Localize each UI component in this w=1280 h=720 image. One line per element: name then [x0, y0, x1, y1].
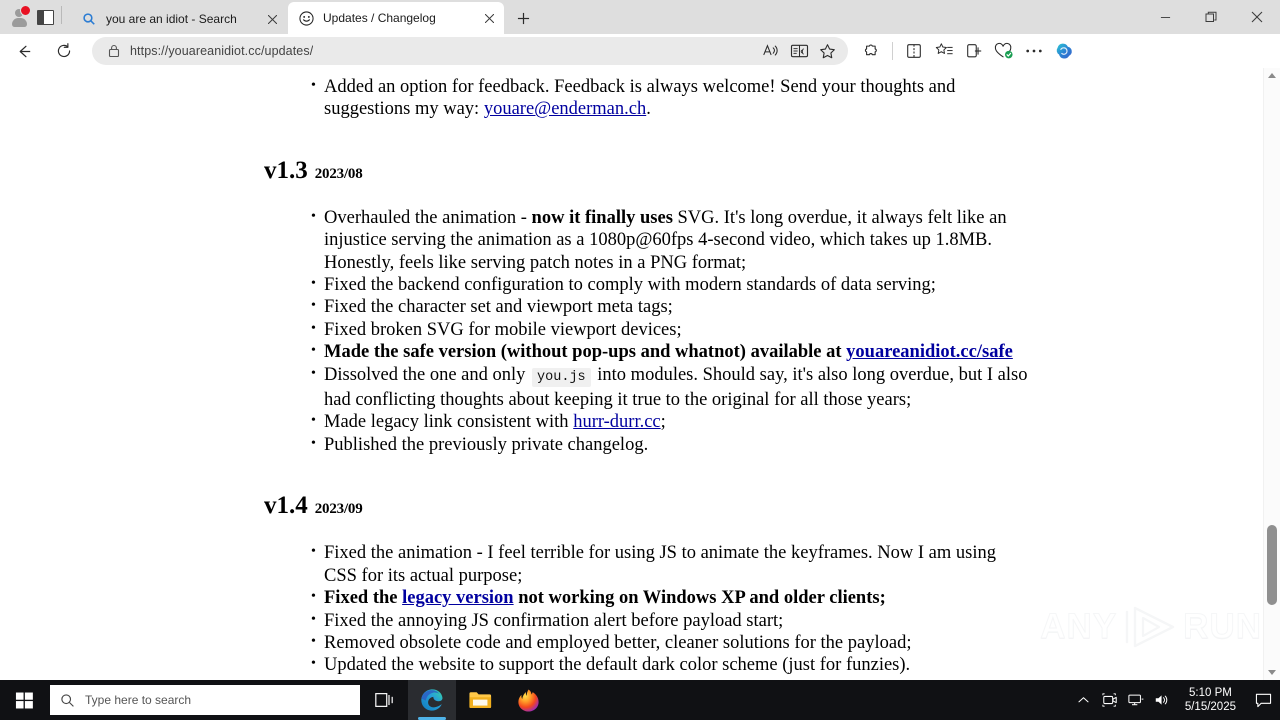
taskbar-clock[interactable]	[1175, 680, 1246, 720]
split-screen-icon[interactable]	[899, 36, 929, 66]
version-date: 2023/08	[314, 165, 363, 182]
browser-essentials-icon[interactable]	[989, 36, 1019, 66]
browser-tab-search[interactable]	[71, 4, 287, 34]
show-hidden-icons[interactable]	[1071, 680, 1097, 720]
inline-text: Fixed the annoying JS confirmation alert before payload start;	[324, 610, 784, 631]
list-item	[324, 364, 1030, 412]
inline-bold: not working on Windows XP and older clients;	[513, 588, 886, 609]
address-bar-url: https://youareanidiot.cc/updates/	[130, 44, 314, 58]
page-scrollbar[interactable]	[1263, 68, 1280, 680]
copilot-icon[interactable]	[1049, 36, 1079, 66]
inline-code: you.js	[532, 368, 591, 387]
restore-button[interactable]	[1188, 0, 1234, 34]
version-heading-v13	[24, 157, 1238, 185]
inline-link[interactable]: youareanidiot.cc/safe	[846, 342, 1013, 363]
clock-date: 5/15/2025	[1184, 701, 1236, 713]
taskbar-item-firefox[interactable]	[504, 680, 552, 720]
list-item	[324, 207, 1030, 274]
inline-link[interactable]: legacy version	[402, 588, 514, 609]
toolbar-right-icons	[856, 36, 1085, 66]
tabstrip-left-icons	[0, 0, 71, 34]
inline-bold: Fixed the	[324, 588, 403, 609]
list-item	[324, 76, 1030, 121]
list-item	[324, 542, 1030, 587]
inline-text: Dissolved the one and only	[324, 364, 531, 385]
inline-text: SVG. It's long overdue, it always felt like an injustice serving the animation as a 1080p@60fps 4-second video, which takes up 1.8MB. Honestly, feels like serving patch notes in a PNG format;	[324, 207, 1007, 273]
minimize-button[interactable]	[1142, 0, 1188, 34]
taskbar-search-placeholder: Type here to search	[85, 693, 192, 707]
profile-avatar[interactable]	[6, 4, 32, 30]
inline-text: Removed obsolete code and employed better, cleaner solutions for the payload;	[324, 632, 912, 653]
bullet-line-1: Added an option for feedback. Feedback is always welcome! Send your thoughts and	[324, 77, 956, 97]
read-aloud-icon[interactable]	[758, 38, 784, 64]
list-item	[324, 587, 1030, 609]
inline-text: Fixed the animation - I feel terrible for using JS to animate the keyframes. Now I am using CSS for its actual purpose;	[324, 543, 996, 586]
version-number: v1.3	[264, 156, 308, 184]
list-item	[324, 411, 1030, 433]
add-favorite-icon[interactable]	[814, 38, 840, 64]
list-item	[324, 296, 1030, 318]
list-item	[324, 341, 1030, 363]
browser-toolbar	[0, 34, 1280, 68]
toolbar-divider	[892, 42, 893, 60]
smiley-face-favicon-icon	[298, 10, 314, 26]
lock-icon	[104, 41, 124, 61]
tab-title: you are an idiot - Search	[106, 12, 237, 26]
changelog-list-partial	[24, 76, 1238, 121]
changelog-page	[0, 68, 1262, 677]
email-link[interactable]: youare@enderman.ch	[483, 99, 647, 120]
list-item	[324, 274, 1030, 296]
inline-text: Updated the website to support the default dark color scheme (just for funzies).	[324, 655, 911, 676]
profile-notification-dot	[20, 5, 31, 16]
inline-text: ;	[660, 412, 666, 433]
favorites-icon[interactable]	[929, 36, 959, 66]
list-item	[324, 632, 1030, 654]
tab-strip	[0, 0, 1280, 34]
inline-text: Overhauled the animation -	[324, 207, 532, 228]
volume-icon[interactable]	[1149, 680, 1175, 720]
close-icon[interactable]	[263, 10, 281, 28]
system-tray	[1071, 680, 1280, 720]
new-tab-button[interactable]	[509, 4, 537, 32]
start-button[interactable]	[0, 680, 48, 720]
action-center-button[interactable]	[1246, 680, 1280, 720]
list-item	[324, 610, 1030, 632]
inline-text: into modules. Should say, it's also long overdue, but I also had conflicting thoughts about keeping it true to the original for all those years;	[324, 364, 1028, 411]
immersive-reader-icon[interactable]	[786, 38, 812, 64]
taskbar-search-box[interactable]	[50, 685, 360, 715]
version-heading-v14	[24, 492, 1238, 520]
close-button[interactable]	[1234, 0, 1280, 34]
list-item	[324, 654, 1030, 676]
extensions-icon[interactable]	[856, 36, 886, 66]
tab-actions-icon[interactable]	[32, 4, 58, 30]
clock-time: 5:10 PM	[1189, 687, 1232, 699]
scroll-down-arrow-icon[interactable]	[1264, 664, 1280, 680]
address-bar[interactable]	[92, 37, 848, 65]
screen-recorder-icon[interactable]	[1097, 680, 1123, 720]
version-date: 2023/09	[314, 501, 363, 518]
watermark-text-left: ANY	[1040, 607, 1118, 646]
back-button[interactable]	[8, 36, 40, 66]
inline-bold: Made the safe version (without pop-ups and whatnot) available at	[324, 342, 847, 363]
inline-text: Fixed broken SVG for mobile viewport devices;	[324, 319, 682, 340]
search-icon	[81, 11, 97, 27]
version-number: v1.4	[264, 492, 308, 520]
browser-tab-changelog[interactable]	[288, 2, 504, 34]
reload-button[interactable]	[48, 36, 80, 66]
bullet-line-2-prefix: suggestions my way:	[324, 99, 484, 120]
tab-title: Updates / Changelog	[323, 11, 436, 25]
inline-text: Published the previously private changelog.	[324, 434, 649, 455]
address-bar-icons	[756, 38, 840, 64]
page-viewport	[0, 68, 1280, 680]
changelog-list-v13	[24, 207, 1238, 456]
tabstrip-divider	[61, 6, 62, 24]
window-controls	[1142, 0, 1280, 34]
network-icon[interactable]	[1123, 680, 1149, 720]
scrollbar-thumb[interactable]	[1267, 525, 1277, 605]
taskbar-item-file-explorer[interactable]	[456, 680, 504, 720]
task-view-button[interactable]	[360, 680, 408, 720]
collections-icon[interactable]	[959, 36, 989, 66]
inline-text: Fixed the character set and viewport meta tags;	[324, 297, 673, 318]
changelog-list-v14	[24, 542, 1238, 676]
scroll-up-arrow-icon[interactable]	[1264, 68, 1280, 84]
inline-bold: now it finally uses	[531, 207, 673, 228]
taskbar-item-edge[interactable]	[408, 680, 456, 720]
windows-taskbar	[0, 680, 1280, 720]
settings-and-more-icon[interactable]	[1019, 36, 1049, 66]
inline-text: Made legacy link consistent with	[324, 412, 574, 433]
close-icon[interactable]	[480, 9, 498, 27]
inline-text: Fixed the backend configuration to comply with modern standards of data serving;	[324, 275, 936, 296]
watermark-text-right: RUN	[1183, 607, 1262, 646]
list-item	[324, 319, 1030, 341]
search-icon	[60, 693, 75, 708]
list-item	[324, 434, 1030, 456]
bullet-line-2-suffix: .	[646, 99, 651, 120]
inline-link[interactable]: hurr-durr.cc	[573, 412, 661, 433]
